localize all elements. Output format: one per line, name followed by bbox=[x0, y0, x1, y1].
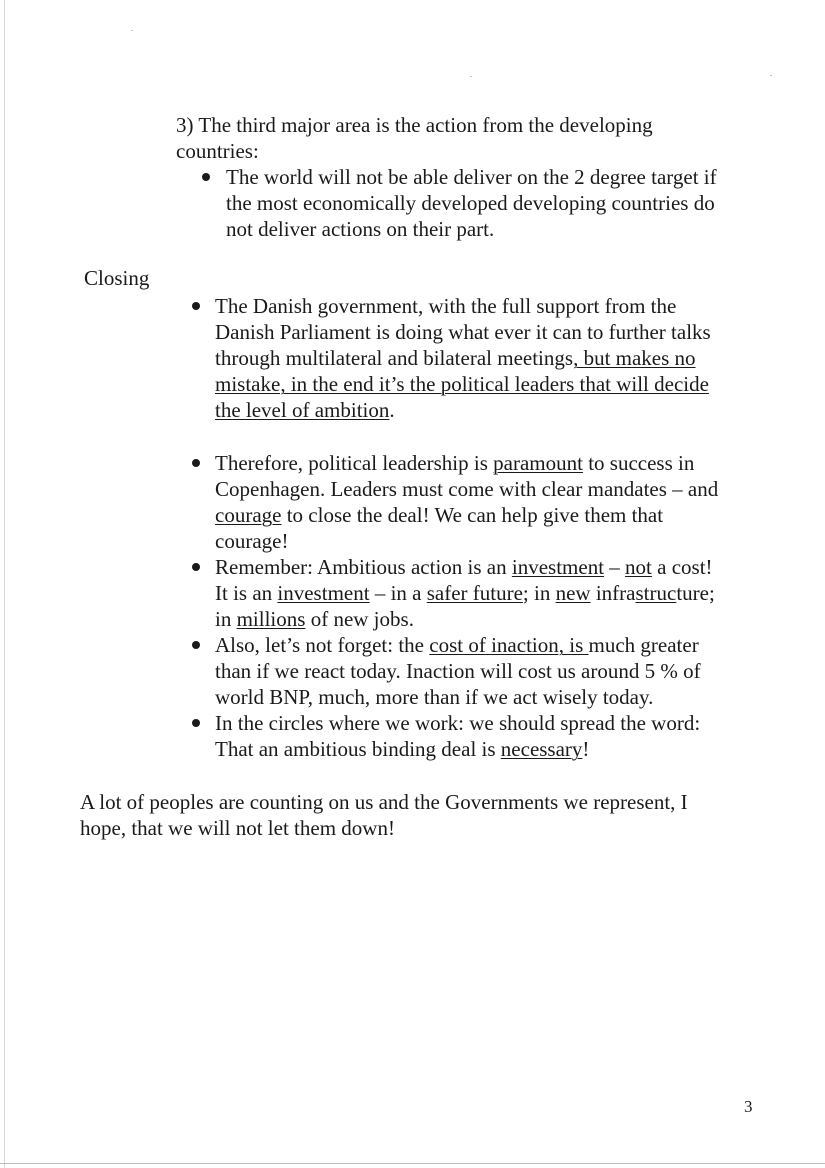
bullet-icon bbox=[202, 173, 210, 181]
text-run: through multilateral and bilateral meetings bbox=[215, 346, 574, 370]
scan-speck bbox=[770, 75, 772, 76]
underlined-text: paramount bbox=[493, 451, 583, 475]
closing-bullet-1 bbox=[215, 293, 711, 423]
closing-bullet-4 bbox=[215, 632, 701, 710]
underlined-text: courage bbox=[215, 503, 282, 527]
text-line bbox=[215, 345, 711, 371]
scan-speck bbox=[131, 30, 133, 31]
scan-left-edge bbox=[4, 0, 5, 1168]
text-run: to close the deal! We can help give them that bbox=[281, 503, 664, 527]
text-line: courage! bbox=[215, 529, 289, 553]
text-run: ! bbox=[582, 737, 590, 761]
underlined-text: safer future bbox=[426, 581, 523, 605]
text-line: than if we react today. Inaction will cost us around 5 % of bbox=[215, 659, 701, 683]
text-line: Danish Parliament is doing what ever it can to further talks bbox=[215, 320, 711, 344]
text-line: A lot of peoples are counting on us and the Governments we represent, I bbox=[80, 790, 688, 814]
text-run: much greater bbox=[588, 633, 699, 657]
underlined-text: the level of ambition bbox=[215, 398, 390, 422]
text-line bbox=[215, 736, 700, 762]
text-line bbox=[215, 580, 715, 606]
text-run: – bbox=[604, 555, 626, 579]
text-run: Remember: Ambitious action is an bbox=[215, 555, 512, 579]
underlined-text: investment bbox=[277, 581, 370, 605]
underlined-text: mistake, in the end it’s the political leaders that will decide bbox=[215, 372, 709, 396]
closing-bullet-3 bbox=[215, 554, 715, 632]
text-line: Copenhagen. Leaders must come with clear mandates – and bbox=[215, 477, 719, 501]
page-number: 3 bbox=[744, 1097, 753, 1116]
bullet-icon bbox=[192, 719, 200, 727]
text-run: of new jobs. bbox=[305, 607, 414, 631]
text-line bbox=[215, 606, 715, 632]
bullet-icon bbox=[192, 459, 200, 467]
underlined-text: struc bbox=[635, 581, 677, 605]
underlined-text: necessary bbox=[500, 737, 583, 761]
text-line: world BNP, much, more than if we act wisely today. bbox=[215, 685, 654, 709]
scan-bottom-edge bbox=[0, 1163, 825, 1164]
text-line bbox=[215, 554, 715, 580]
text-line: The Danish government, with the full support from the bbox=[215, 294, 677, 318]
text-run: Also, let’s not forget: the bbox=[215, 633, 430, 657]
bullet-icon bbox=[192, 641, 200, 649]
closing-bullet-2 bbox=[215, 450, 718, 554]
text-line: the most economically developed developing countries do bbox=[226, 191, 715, 215]
text-run: – in a bbox=[369, 581, 427, 605]
underlined-text: , but makes no bbox=[573, 346, 696, 370]
underlined-text: investment bbox=[511, 555, 605, 579]
section3-intro bbox=[176, 112, 653, 164]
closing-bullet-5 bbox=[215, 710, 700, 762]
text-run: . bbox=[389, 398, 395, 422]
text-line: The world will not be able deliver on the 2 degree target if bbox=[226, 165, 717, 189]
text-run: infra bbox=[590, 581, 636, 605]
text-run: That an ambitious binding deal is bbox=[215, 737, 501, 761]
text-line bbox=[215, 397, 711, 423]
text-line bbox=[215, 371, 711, 397]
text-line bbox=[215, 502, 718, 528]
text-run: a cost! bbox=[651, 555, 713, 579]
text-line bbox=[215, 450, 718, 476]
closing-paragraph bbox=[80, 789, 688, 841]
section3-bullet bbox=[226, 164, 717, 242]
text-line: hope, that we will not let them down! bbox=[80, 816, 395, 840]
text-run: Therefore, political leadership is bbox=[215, 451, 494, 475]
text-run: ; in bbox=[522, 581, 556, 605]
text-line: 3) The third major area is the action from the developing bbox=[176, 113, 653, 137]
text-run: to success in bbox=[582, 451, 695, 475]
underlined-text: cost of inaction, is bbox=[429, 633, 589, 657]
bullet-icon bbox=[192, 563, 200, 571]
underlined-text: new bbox=[555, 581, 591, 605]
bullet-icon bbox=[192, 302, 200, 310]
text-run: It is an bbox=[215, 581, 278, 605]
text-line: countries: bbox=[176, 139, 259, 163]
closing-heading: Closing bbox=[84, 266, 150, 290]
underlined-text: millions bbox=[236, 607, 306, 631]
text-line: In the circles where we work: we should spread the word: bbox=[215, 711, 701, 735]
text-line bbox=[215, 632, 701, 658]
text-run: in bbox=[215, 607, 237, 631]
scan-speck bbox=[470, 76, 472, 77]
text-run: ture; bbox=[676, 581, 715, 605]
text-line: not deliver actions on their part. bbox=[226, 217, 495, 241]
underlined-text: not bbox=[625, 555, 652, 579]
